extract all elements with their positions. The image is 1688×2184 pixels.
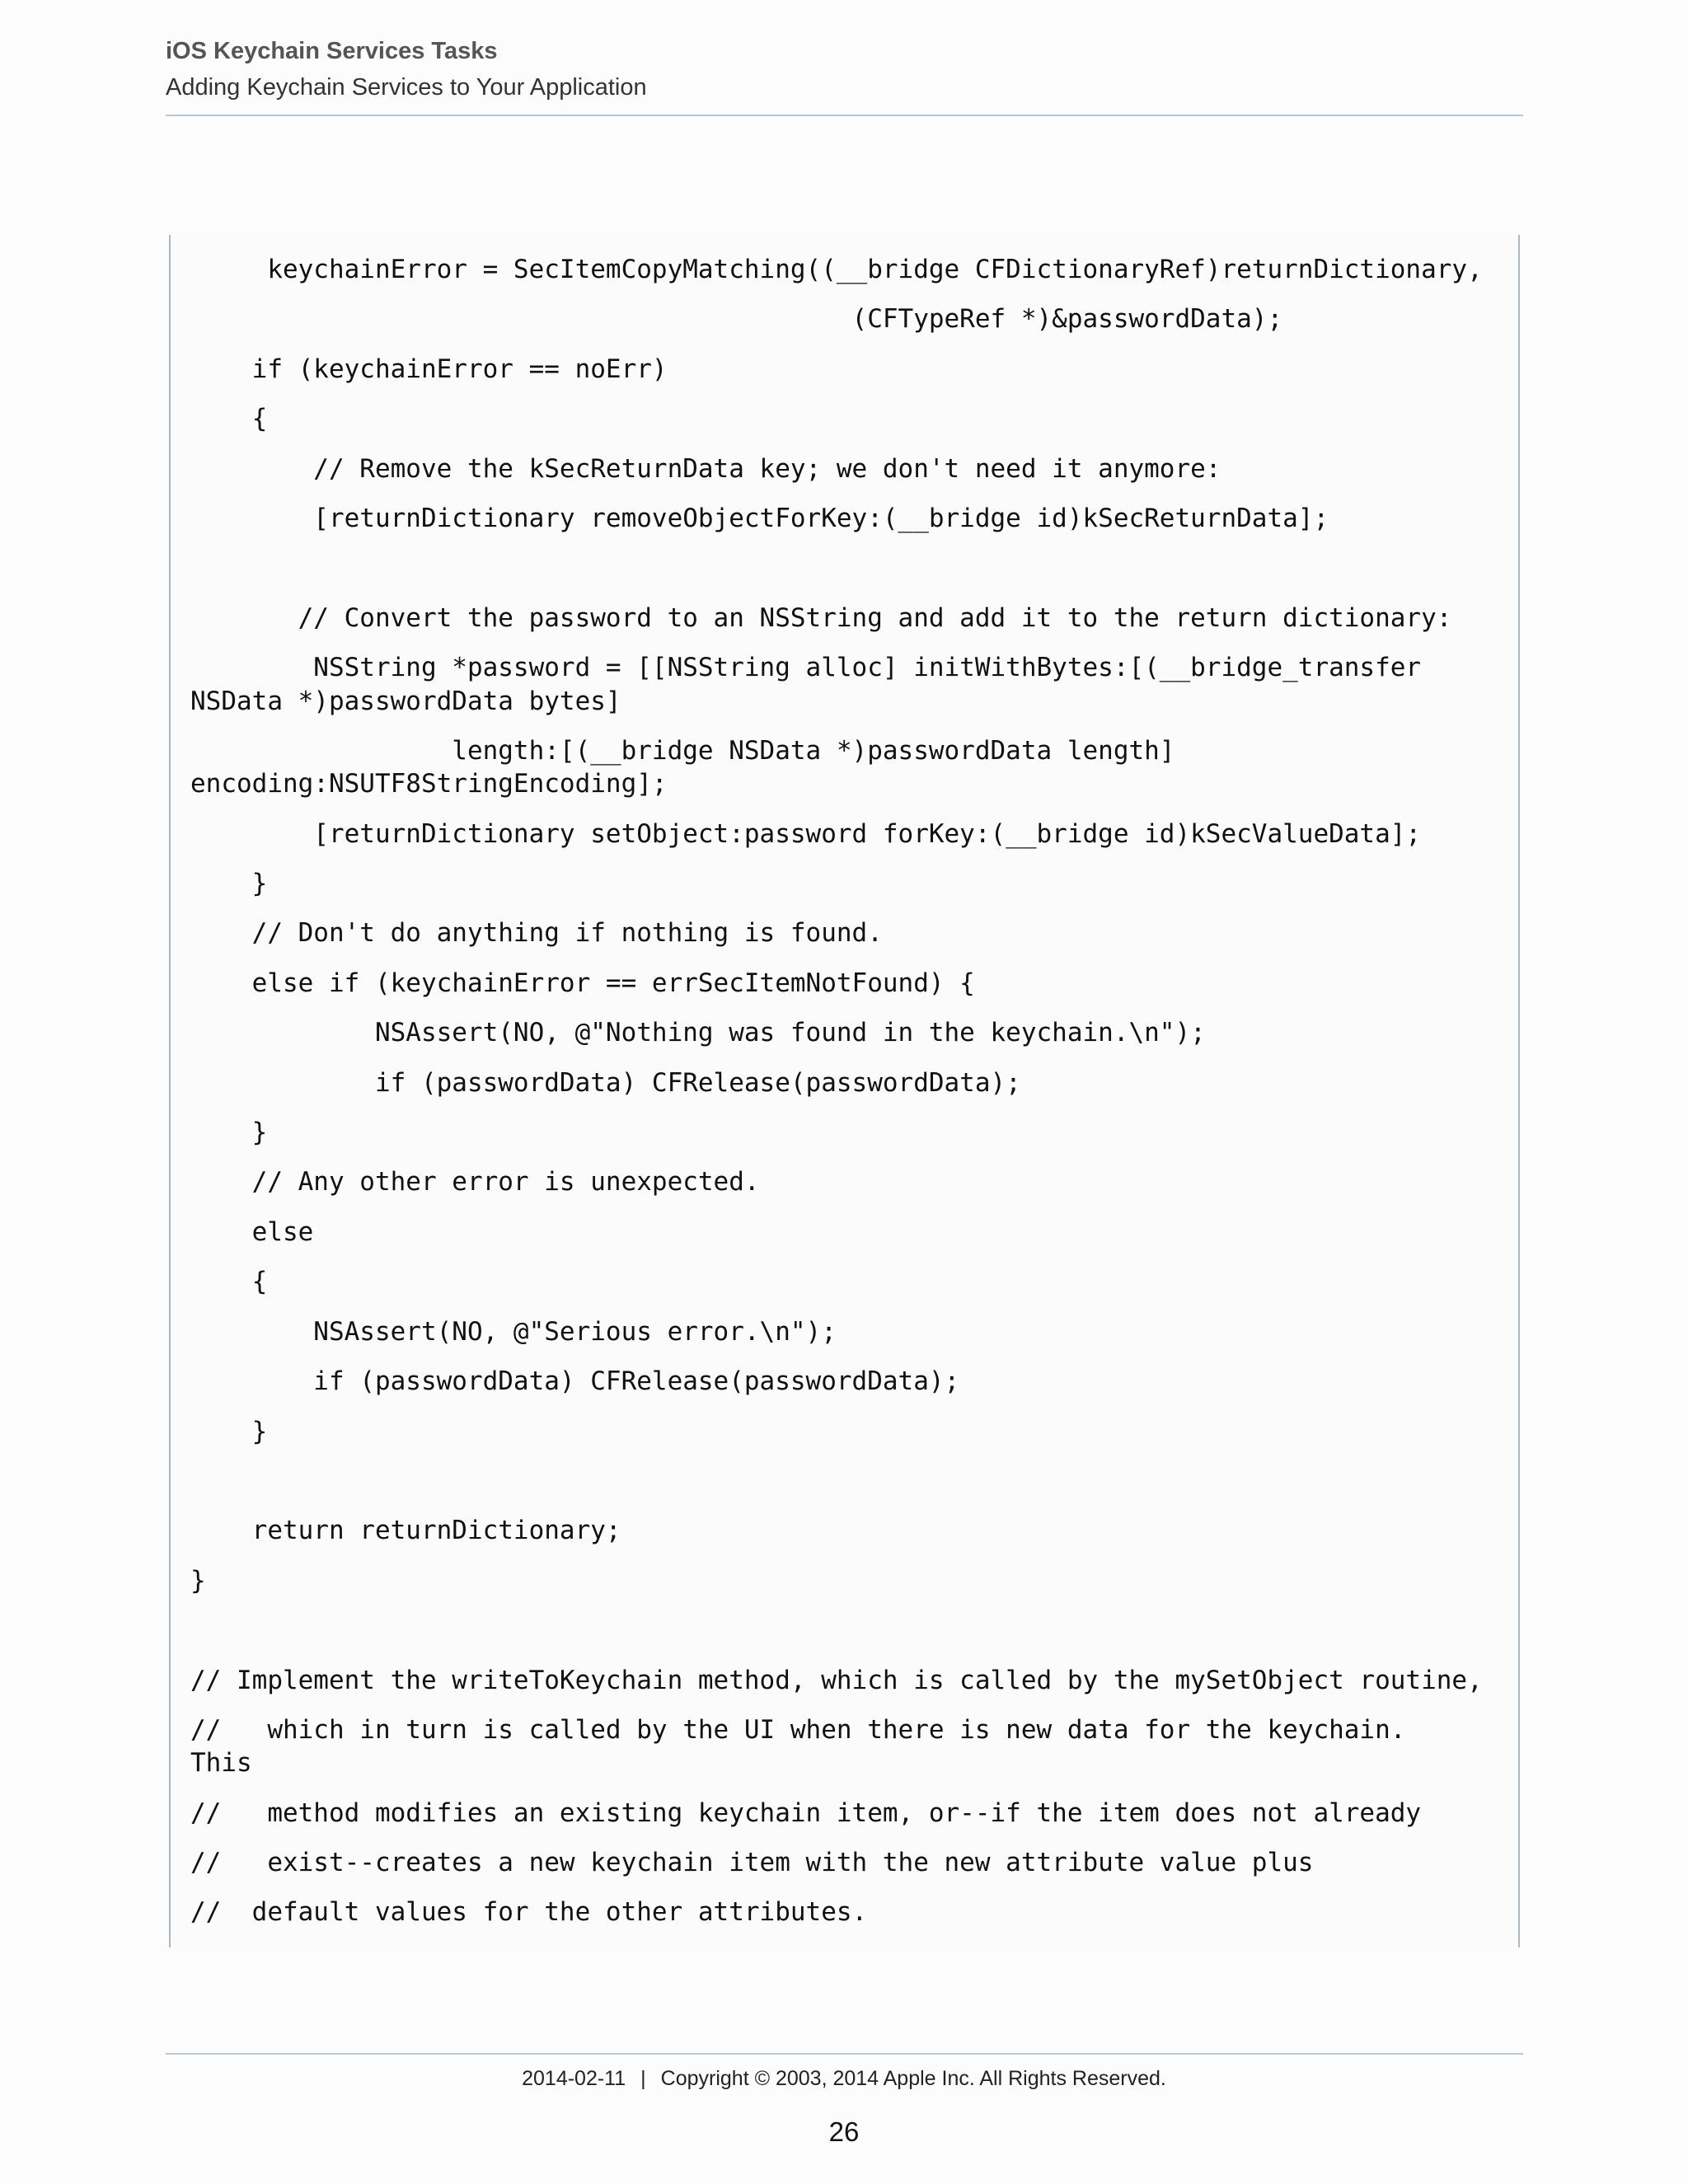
code-line-16: else if (keychainError == errSecItemNotFound) { (190, 968, 975, 998)
code-line-28: } (190, 1566, 206, 1596)
code-line-30: // Implement the writeToKeychain method, which is called by the mySetObject routine, (190, 1666, 1483, 1695)
code-line-8: // Convert the password to an NSString and add it to the return dictionary: (190, 603, 1452, 633)
code-line-27: return returnDictionary; (190, 1516, 621, 1545)
code-line-14: } (190, 869, 268, 898)
code-line-10: NSData *)passwordData bytes] (190, 687, 621, 716)
code-line-15: // Don't do anything if nothing is found. (190, 918, 883, 948)
code-line-2: (CFTypeRef *)&passwordData); (190, 304, 1283, 334)
code-line-13: [returnDictionary setObject:password forKey:(__bridge id)kSecValueData]; (190, 819, 1422, 849)
code-line-12: encoding:NSUTF8StringEncoding]; (190, 769, 668, 799)
code-line-33: // method modifies an existing keychain item, or--if the item does not already (190, 1798, 1422, 1828)
code-line-23: NSAssert(NO, @"Serious error.\n"); (190, 1317, 837, 1347)
section-title: Adding Keychain Services to Your Application (166, 74, 647, 101)
code-line-25: } (190, 1417, 268, 1446)
code-line-17: NSAssert(NO, @"Nothing was found in the keychain.\n"); (190, 1018, 1206, 1047)
code-line-5: // Remove the kSecReturnData key; we don't need it anymore: (190, 454, 1221, 484)
footer-date: 2014-02-11 (522, 2067, 626, 2090)
code-line-18: if (passwordData) CFRelease(passwordData); (190, 1068, 1021, 1098)
footer-copyright: Copyright © 2003, 2014 Apple Inc. All Rights Reserved. (660, 2067, 1166, 2090)
code-line-21: else (190, 1217, 314, 1247)
footer-divider (166, 2053, 1523, 2055)
code-line-19: } (190, 1118, 268, 1147)
code-line-32: This (190, 1748, 252, 1778)
code-line-24: if (passwordData) CFRelease(passwordData); (190, 1366, 960, 1396)
code-line-22: { (190, 1267, 268, 1296)
code-line-3: if (keychainError == noErr) (190, 354, 668, 384)
chapter-title: iOS Keychain Services Tasks (166, 38, 498, 64)
code-line-1: keychainError = SecItemCopyMatching((__bridge CFDictionaryRef)returnDictionary, (190, 255, 1483, 284)
code-line-6: [returnDictionary removeObjectForKey:(__bridge id)kSecReturnData]; (190, 504, 1329, 533)
code-line-20: // Any other error is unexpected. (190, 1167, 760, 1197)
footer-separator: | (640, 2067, 646, 2090)
code-line-35: // default values for the other attributes. (190, 1897, 868, 1927)
footer-line (0, 2067, 1688, 2091)
header-divider (166, 115, 1523, 116)
code-line-11: length:[(__bridge NSData *)passwordData length] (190, 736, 1175, 766)
code-line-9: NSString *password = [[NSString alloc] initWithBytes:[(__bridge_transfer (190, 653, 1422, 682)
page-number: 26 (828, 2116, 860, 2147)
code-line-34: // exist--creates a new keychain item with the new attribute value plus (190, 1848, 1314, 1877)
code-line-4: { (190, 404, 268, 434)
code-line-31: // which in turn is called by the UI when there is new data for the keychain. (190, 1715, 1406, 1745)
